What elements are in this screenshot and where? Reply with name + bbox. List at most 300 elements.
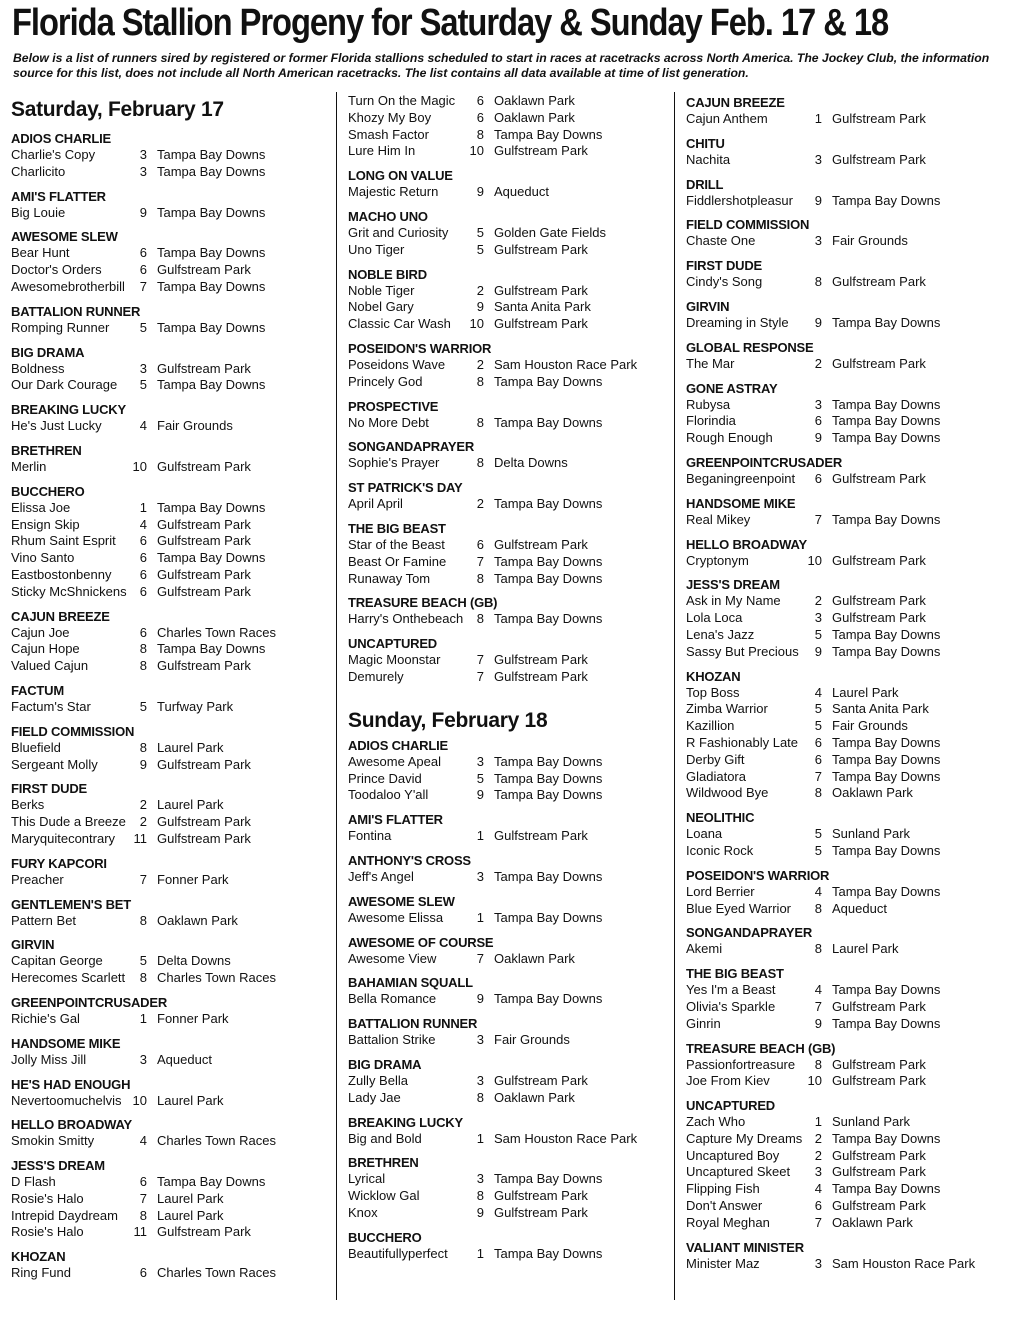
- runner-row: [686, 826, 1004, 843]
- horse-name: Rosie's Halo: [11, 1190, 84, 1206]
- sire-name: NEOLITHIC: [686, 810, 755, 826]
- race-number: 8: [476, 373, 484, 389]
- track-name: Tampa Bay Downs: [832, 626, 941, 642]
- track-name: Tampa Bay Downs: [157, 550, 266, 566]
- horse-name: Pattern Bet: [11, 912, 77, 928]
- horse-name: Real Mikey: [686, 511, 751, 527]
- runner-row: [686, 627, 1004, 644]
- horse-name: Bluefield: [11, 739, 61, 755]
- sire-list: [686, 95, 1004, 1272]
- race-number: 11: [133, 1224, 147, 1240]
- track-name: Tampa Bay Downs: [494, 1171, 603, 1187]
- horse-name: Wicklow Gal: [348, 1188, 420, 1204]
- track-name: Golden Gate Fields: [494, 224, 607, 240]
- track-name: Tampa Bay Downs: [157, 1174, 266, 1190]
- race-number: 7: [139, 1190, 147, 1206]
- horse-name: Noble Tiger: [348, 282, 415, 298]
- race-number: 6: [139, 1265, 147, 1281]
- sire-group: [348, 480, 666, 513]
- runner-row: [348, 611, 666, 628]
- runner-row: [11, 147, 329, 164]
- horse-name: Big Louie: [11, 204, 66, 220]
- track-name: Tampa Bay Downs: [832, 1181, 941, 1197]
- race-number: 3: [476, 868, 484, 884]
- race-number: 2: [139, 797, 147, 813]
- track-name: Turfway Park: [157, 698, 234, 714]
- race-number: 6: [814, 470, 822, 486]
- race-number: 3: [139, 163, 147, 179]
- sire-name: FIELD COMMISSION: [686, 217, 810, 233]
- runner-row: [348, 93, 666, 110]
- horse-name: Jeff's Angel: [348, 868, 414, 884]
- track-name: Tampa Bay Downs: [494, 126, 603, 142]
- track-name: Aqueduct: [832, 900, 887, 916]
- race-number: 3: [139, 360, 147, 376]
- track-name: Tampa Bay Downs: [157, 147, 266, 162]
- track-name: Tampa Bay Downs: [494, 770, 603, 786]
- track-name: Tampa Bay Downs: [832, 1130, 941, 1146]
- runner-row: [11, 1174, 329, 1191]
- race-number: 8: [814, 900, 822, 916]
- track-name: Tampa Bay Downs: [494, 1245, 603, 1261]
- runner-row: [11, 377, 329, 394]
- track-name: Laurel Park: [157, 1092, 224, 1108]
- horse-name: Ensign Skip: [11, 516, 80, 532]
- track-name: Gulfstream Park: [832, 1056, 926, 1072]
- runner-row: [11, 1224, 329, 1241]
- sire-group: [348, 93, 666, 160]
- runner-row: [11, 872, 329, 889]
- sire-group: [686, 496, 1004, 529]
- sire-group: [686, 381, 1004, 447]
- runner-row: [686, 1148, 1004, 1165]
- sire-group: [11, 724, 329, 774]
- runner-row: [686, 274, 1004, 291]
- runner-row: [11, 740, 329, 757]
- race-number: 5: [814, 842, 822, 858]
- column-divider: [336, 92, 337, 1300]
- race-number: 10: [132, 1092, 147, 1108]
- sire-group: [11, 1077, 329, 1110]
- track-name: Gulfstream Park: [157, 814, 251, 830]
- track-name: Tampa Bay Downs: [157, 163, 266, 179]
- horse-name: Derby Gift: [686, 751, 745, 767]
- race-number: 8: [476, 455, 484, 471]
- race-number: 9: [814, 314, 822, 330]
- race-number: 10: [469, 143, 484, 159]
- track-name: Gulfstream Park: [832, 151, 926, 167]
- sire-name: ANTHONY'S CROSS: [348, 852, 471, 868]
- sire-group: [11, 484, 329, 601]
- runner-row: [686, 735, 1004, 752]
- sire-name: POSEIDON'S WARRIOR: [348, 340, 492, 356]
- horse-name: He's Just Lucky: [11, 418, 102, 434]
- race-number: 6: [814, 1198, 822, 1214]
- track-name: Gulfstream Park: [832, 1164, 926, 1180]
- track-name: Laurel Park: [832, 941, 899, 957]
- track-name: Laurel Park: [157, 797, 224, 813]
- race-number: 8: [814, 1056, 822, 1072]
- runner-row: [348, 1090, 666, 1107]
- track-name: Aqueduct: [157, 1051, 212, 1067]
- horse-name: Toodaloo Y'all: [348, 787, 429, 803]
- runner-row: [348, 110, 666, 127]
- horse-name: Preacher: [11, 871, 64, 887]
- runner-row: [11, 245, 329, 262]
- sire-name: AMI'S FLATTER: [11, 188, 106, 204]
- runner-row: [686, 685, 1004, 702]
- horse-name: Grit and Curiosity: [348, 224, 449, 240]
- runner-row: [348, 571, 666, 588]
- sire-name: FIRST DUDE: [11, 781, 88, 797]
- column-1: [11, 93, 329, 1282]
- sire-name: FURY KAPCORI: [11, 855, 107, 871]
- race-number: 5: [139, 319, 147, 335]
- horse-name: Star of the Beast: [348, 536, 445, 552]
- track-name: Tampa Bay Downs: [494, 496, 603, 512]
- race-number: 1: [814, 1114, 822, 1130]
- race-number: 2: [814, 1130, 822, 1146]
- track-name: Gulfstream Park: [494, 1204, 588, 1220]
- race-number: 4: [814, 982, 822, 998]
- horse-name: Passionfortreasure: [686, 1056, 796, 1072]
- sire-name: FIELD COMMISSION: [11, 723, 135, 739]
- runner-row: [11, 913, 329, 930]
- runner-row: [11, 1011, 329, 1028]
- race-number: 3: [476, 1032, 484, 1048]
- track-name: Gulfstream Park: [157, 360, 251, 376]
- sire-name: CAJUN BREEZE: [11, 608, 110, 624]
- track-name: Aqueduct: [494, 184, 549, 200]
- runner-row: [686, 785, 1004, 802]
- sire-group: [11, 229, 329, 295]
- horse-name: Intrepid Daydream: [11, 1207, 118, 1223]
- runner-row: [686, 769, 1004, 786]
- race-number: 8: [139, 658, 147, 674]
- runner-row: [11, 1191, 329, 1208]
- sire-name: CHITU: [686, 135, 725, 151]
- sire-group: [11, 937, 329, 987]
- sire-group: [348, 399, 666, 432]
- sire-name: BUCCHERO: [348, 1229, 422, 1245]
- sire-name: AWESOME SLEW: [348, 893, 455, 909]
- race-number: 6: [139, 624, 147, 640]
- race-number: 9: [814, 1015, 822, 1031]
- runner-row: [348, 754, 666, 771]
- track-name: Gulfstream Park: [157, 583, 251, 599]
- track-name: Gulfstream Park: [494, 1072, 588, 1088]
- track-name: Oaklawn Park: [157, 912, 238, 928]
- horse-name: Lure Him In: [348, 143, 416, 159]
- runner-row: [686, 982, 1004, 999]
- horse-name: Boldness: [11, 360, 65, 376]
- sire-name: BREAKING LUCKY: [348, 1114, 463, 1130]
- track-name: Gulfstream Park: [832, 1073, 926, 1089]
- horse-name: Capitan George: [11, 953, 103, 969]
- horse-name: Zach Who: [686, 1114, 746, 1130]
- horse-name: Yes I'm a Beast: [686, 982, 776, 998]
- sire-group: [11, 189, 329, 222]
- track-name: Gulfstream Park: [157, 566, 251, 582]
- horse-name: Maryquitecontrary: [11, 830, 116, 846]
- runner-row: [686, 512, 1004, 529]
- horse-name: Nachita: [686, 151, 731, 167]
- horse-name: Ginrin: [686, 1015, 721, 1031]
- runner-row: [686, 901, 1004, 918]
- track-name: Gulfstream Park: [832, 610, 926, 626]
- horse-name: Olivia's Sparkle: [686, 998, 776, 1014]
- track-name: Oaklawn Park: [494, 109, 575, 125]
- runner-row: [348, 455, 666, 472]
- horse-name: Awesome View: [348, 950, 437, 966]
- race-number: 8: [814, 274, 822, 290]
- race-number: 3: [814, 396, 822, 412]
- race-number: 8: [476, 1089, 484, 1105]
- runner-row: [348, 869, 666, 886]
- race-number: 7: [814, 998, 822, 1014]
- race-number: 1: [476, 909, 484, 925]
- runner-row: [348, 225, 666, 242]
- sire-group: [11, 609, 329, 675]
- race-number: 2: [139, 814, 147, 830]
- horse-name: Charlicito: [11, 163, 66, 179]
- race-number: 7: [476, 950, 484, 966]
- race-number: 4: [139, 516, 147, 532]
- race-number: 5: [139, 377, 147, 393]
- sire-group: [11, 345, 329, 395]
- horse-name: Elissa Joe: [11, 499, 71, 515]
- horse-name: Demurely: [348, 668, 404, 684]
- race-number: 6: [814, 734, 822, 750]
- sire-group: [348, 267, 666, 333]
- runner-row: [11, 970, 329, 987]
- horse-name: Lena's Jazz: [686, 626, 755, 642]
- runner-row: [686, 152, 1004, 169]
- track-name: Gulfstream Park: [157, 262, 251, 278]
- horse-name: Jolly Miss Jill: [11, 1051, 87, 1067]
- runner-row: [11, 1052, 329, 1069]
- horse-name: The Mar: [686, 355, 735, 371]
- race-number: 5: [814, 626, 822, 642]
- column-3: [686, 93, 1004, 1272]
- race-number: 10: [807, 552, 822, 568]
- sire-name: FACTUM: [11, 682, 64, 698]
- track-name: Oaklawn Park: [494, 950, 575, 966]
- race-number: 8: [476, 611, 484, 627]
- horse-name: Sergeant Molly: [11, 756, 98, 772]
- track-name: Sunland Park: [832, 826, 911, 842]
- track-name: Tampa Bay Downs: [157, 377, 266, 393]
- track-name: Tampa Bay Downs: [494, 414, 603, 430]
- track-name: Gulfstream Park: [494, 536, 588, 552]
- race-number: 4: [139, 418, 147, 434]
- horse-name: Rosie's Halo: [11, 1224, 84, 1240]
- race-number: 8: [476, 1188, 484, 1204]
- runner-row: [686, 999, 1004, 1016]
- horse-name: Uncaptured Skeet: [686, 1164, 791, 1180]
- race-number: 8: [139, 641, 147, 657]
- horse-name: Lyrical: [348, 1171, 386, 1187]
- sire-name: BRETHREN: [348, 1155, 419, 1171]
- track-name: Sam Houston Race Park: [494, 356, 638, 372]
- sire-group: [686, 177, 1004, 210]
- horse-name: Merlin: [11, 458, 47, 474]
- race-number: 2: [814, 1147, 822, 1163]
- runner-row: [686, 752, 1004, 769]
- runner-row: [348, 951, 666, 968]
- track-name: Gulfstream Park: [832, 1147, 926, 1163]
- sire-name: LONG ON VALUE: [348, 168, 453, 184]
- sire-name: TREASURE BEACH (GB): [686, 1040, 836, 1056]
- race-number: 7: [476, 668, 484, 684]
- sire-name: GLOBAL RESPONSE: [686, 339, 814, 355]
- horse-name: Chaste One: [686, 233, 756, 249]
- runner-row: [348, 1131, 666, 1148]
- track-name: Gulfstream Park: [157, 756, 251, 772]
- runner-row: [686, 356, 1004, 373]
- race-number: 8: [139, 970, 147, 986]
- runner-row: [348, 828, 666, 845]
- track-name: Fair Grounds: [494, 1032, 570, 1048]
- track-name: Tampa Bay Downs: [157, 641, 266, 657]
- sire-name: UNCAPTURED: [348, 636, 438, 652]
- track-name: Laurel Park: [157, 1190, 224, 1206]
- column-2: [348, 93, 666, 1262]
- race-number: 10: [469, 316, 484, 332]
- sire-group: [686, 1098, 1004, 1232]
- track-name: Tampa Bay Downs: [157, 204, 266, 220]
- race-number: 3: [814, 1164, 822, 1180]
- race-number: 7: [139, 278, 147, 294]
- race-number: 2: [814, 593, 822, 609]
- horse-name: Sophie's Prayer: [348, 455, 440, 471]
- runner-row: [686, 1016, 1004, 1033]
- race-number: 3: [139, 1051, 147, 1067]
- race-number: 8: [139, 912, 147, 928]
- horse-name: Magic Moonstar: [348, 652, 441, 668]
- runner-row: [686, 843, 1004, 860]
- horse-name: Beganingreenpoint: [686, 470, 796, 486]
- sire-list: [11, 131, 329, 1282]
- track-name: Sam Houston Race Park: [832, 1255, 976, 1271]
- race-number: 3: [476, 753, 484, 769]
- horse-name: Lady Jae: [348, 1089, 401, 1105]
- runner-row: [686, 1131, 1004, 1148]
- sire-group: [11, 1036, 329, 1069]
- track-name: Tampa Bay Downs: [832, 643, 941, 659]
- horse-name: Nobel Gary: [348, 299, 414, 315]
- race-number: 8: [814, 941, 822, 957]
- sire-name: NOBLE BIRD: [348, 266, 427, 282]
- runner-row: [11, 418, 329, 435]
- horse-name: Sticky McShnickens: [11, 583, 127, 599]
- race-number: 4: [139, 1133, 147, 1149]
- horse-name: Florindia: [686, 413, 736, 429]
- runner-row: [348, 143, 666, 160]
- horse-name: Nevertoomuchelvis: [11, 1092, 122, 1108]
- race-number: 1: [476, 1130, 484, 1146]
- runner-row: [348, 787, 666, 804]
- race-number: 9: [476, 299, 484, 315]
- race-number: 3: [476, 1072, 484, 1088]
- runner-row: [11, 459, 329, 476]
- track-name: Santa Anita Park: [494, 299, 591, 315]
- track-name: Gulfstream Park: [832, 111, 926, 126]
- track-name: Tampa Bay Downs: [832, 396, 941, 412]
- horse-name: Gladiatora: [686, 768, 746, 784]
- horse-name: April April: [348, 496, 403, 512]
- runner-row: [348, 127, 666, 144]
- race-number: 5: [814, 701, 822, 717]
- sire-group: [686, 95, 1004, 128]
- track-name: Tampa Bay Downs: [157, 499, 266, 515]
- horse-name: Beast Or Famine: [348, 553, 447, 569]
- runner-row: [348, 669, 666, 686]
- track-name: Tampa Bay Downs: [832, 751, 941, 767]
- runner-row: [11, 699, 329, 716]
- track-name: Gulfstream Park: [157, 516, 251, 532]
- race-number: 9: [476, 1204, 484, 1220]
- track-name: Gulfstream Park: [494, 282, 588, 298]
- page-title: Florida Stallion Progeny for Saturday & Sunday Feb. 17 & 18: [12, 2, 889, 44]
- horse-name: Awesome Apeal: [348, 753, 441, 769]
- track-name: Fair Grounds: [832, 233, 908, 249]
- race-number: 5: [139, 953, 147, 969]
- runner-row: [348, 316, 666, 333]
- horse-name: Uno Tiger: [348, 241, 405, 257]
- sire-group: [686, 455, 1004, 488]
- track-name: Tampa Bay Downs: [832, 883, 941, 899]
- horse-name: Don't Answer: [686, 1198, 763, 1214]
- runner-row: [11, 757, 329, 774]
- race-number: 11: [133, 830, 147, 846]
- sire-group: [11, 1249, 329, 1282]
- runner-row: [686, 1114, 1004, 1131]
- sire-group: [348, 738, 666, 804]
- track-name: Oaklawn Park: [494, 93, 575, 108]
- track-name: Gulfstream Park: [494, 241, 588, 257]
- track-name: Santa Anita Park: [832, 701, 929, 717]
- runner-row: [11, 584, 329, 601]
- horse-name: Royal Meghan: [686, 1214, 770, 1230]
- runner-row: [348, 771, 666, 788]
- race-number: 2: [814, 355, 822, 371]
- sire-name: AWESOME OF COURSE: [348, 934, 494, 950]
- horse-name: Doctor's Orders: [11, 262, 102, 278]
- sire-list: [348, 93, 666, 686]
- track-name: Gulfstream Park: [832, 1198, 926, 1214]
- horse-name: Factum's Star: [11, 698, 91, 714]
- race-number: 5: [814, 826, 822, 842]
- track-name: Gulfstream Park: [157, 658, 251, 674]
- runner-row: [348, 537, 666, 554]
- runner-row: [686, 593, 1004, 610]
- sire-group: [11, 131, 329, 181]
- race-number: 5: [814, 718, 822, 734]
- horse-name: Minister Maz: [686, 1255, 760, 1271]
- sire-group: [686, 258, 1004, 291]
- race-number: 2: [476, 496, 484, 512]
- track-name: Gulfstream Park: [832, 470, 926, 486]
- sire-group: [686, 299, 1004, 332]
- race-number: 9: [814, 192, 822, 208]
- horse-name: R Fashionably Late: [686, 734, 799, 750]
- track-name: Gulfstream Park: [494, 652, 588, 668]
- horse-name: Top Boss: [686, 684, 740, 700]
- runner-row: [11, 205, 329, 222]
- runner-row: [348, 357, 666, 374]
- runner-row: [11, 533, 329, 550]
